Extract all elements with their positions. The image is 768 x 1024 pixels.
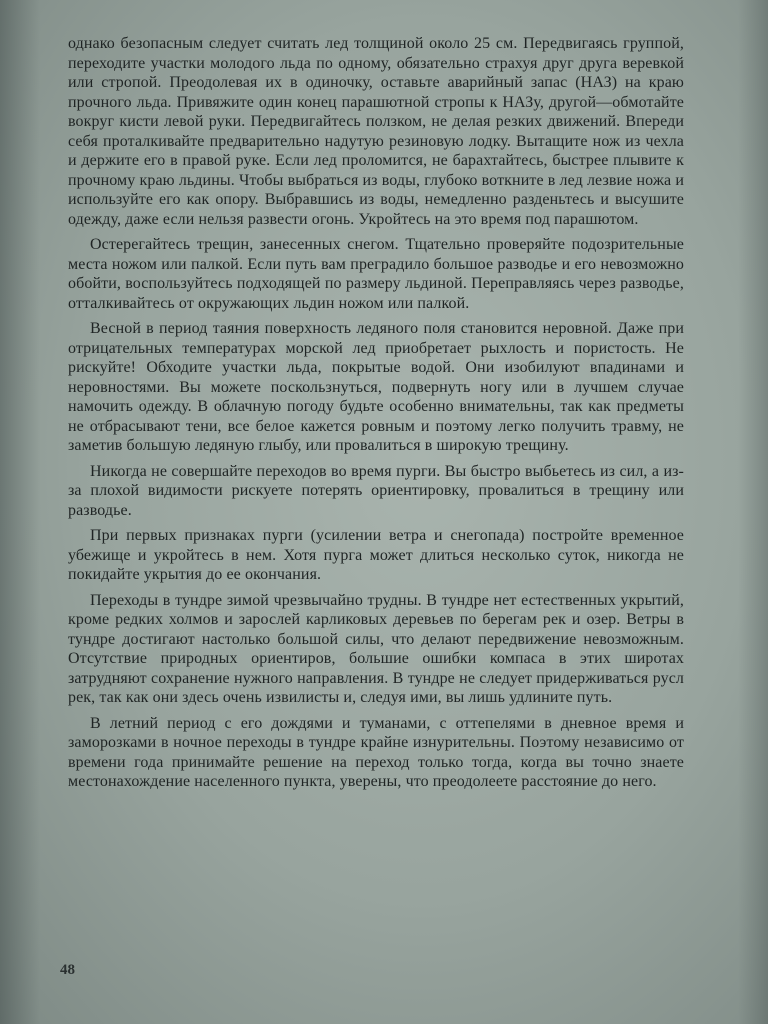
paragraph: Переходы в тундре зимой чрезвычайно трудны. В тундре нет естественных укрытий, кроме редких холмов и зарослей карликовых деревьев по берегам рек и озер. Ветры в тундре достигают настолько большой силы, что делают передвижение невозможным. Отсутствие природных ориентиров, большие ошибки компаса в этих широтах затрудняют сохранение нужного направления. В тундре не следует придерживаться русл рек, так как они здесь очень извилисты и, следуя ими, вы лишь удлините путь. [68, 591, 684, 706]
binding-shadow [0, 0, 40, 1024]
page-edge-shadow [738, 0, 768, 1024]
paragraph: В летний период с его дождями и туманами, с оттепелями в дневное время и заморозками в ночное переходы в тундре крайне изнурительны. Поэтому независимо от времени года принимайте решение на переход только тогда, когда вы точно знаете местонахождение населенного пункта, уверены, что преодолеете расстояние до него. [68, 714, 684, 790]
paragraph: Остерегайтесь трещин, занесенных снегом. Тщательно проверяйте подозрительные места ножом или палкой. Если путь вам преградило большое разводье и его невозможно обойти, воспользуйтесь подходящей по размеру льдиной. Переправляясь через разводье, отталкивайтесь от окружающих льдин ножом или палкой. [68, 236, 684, 312]
paragraph: однако безопасным следует считать лед толщиной около 25 см. Передвигаясь группой, переходите участки молодого льда по одному, обязательно страхуя друг друга веревкой или стропой. Преодолевая их в одиночку, оставьте аварийный запас (НАЗ) на краю прочного льда. Привяжите один конец парашютной стропы к НАЗу, другой—обмотайте вокруг кисти левой руки. Передвигайтесь ползком, не делая резких движений. Впереди себя проталкивайте предварительно надутую резиновую лодку. Вытащите нож из чехла и держите его в правой руке. Если лед проломится, не барахтайтесь, быстрее плывите к прочному краю льдины. Чтобы выбраться из воды, глубоко воткните в лед лезвие ножа и используйте его как опору. Выбравшись из воды, немедленно разденьтесь и высушите одежду, даже если нельзя развести огонь. Укройтесь на это время под парашютом. [68, 35, 684, 228]
paragraph: Весной в период таяния поверхность ледяного поля становится неровной. Даже при отрицательных температурах морской лед приобретает рыхлость и пористость. Не рискуйте! Обходите участки льда, покрытые водой. Они изобилуют впадинами и неровностями. Вы можете поскользнуться, подвернуть ногу или в лучшем случае намочить одежду. В облачную погоду будьте особенно внимательны, так как предметы не отбрасывают тени, все белое кажется ровным и поэтому легко получить травму, не заметив большую ледяную глыбу, или провалиться в широкую трещину. [68, 320, 684, 454]
paragraph: Никогда не совершайте переходов во время пурги. Вы быстро выбьетесь из сил, а из-за плохой видимости рискуете потерять ориентировку, провалиться в трещину или разводье. [68, 462, 684, 519]
paragraph: При первых признаках пурги (усилении ветра и снегопада) постройте временное убежище и укройтесь в нем. Хотя пурга может длиться несколько суток, никогда не покидайте укрытия до ее окончания. [68, 527, 684, 583]
page-number: 48 [60, 962, 75, 978]
body-text [68, 34, 684, 792]
